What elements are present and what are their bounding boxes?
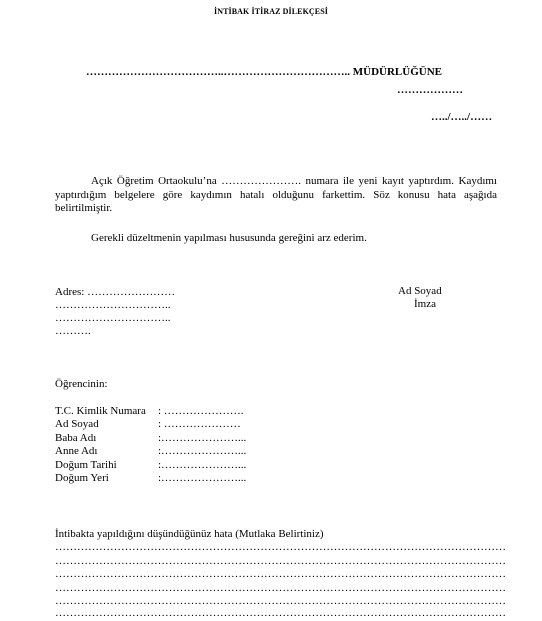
addressee-line: ………………………………..…………………………….. MÜDÜRLÜĞÜNE xyxy=(86,66,442,78)
document-title: İNTİBAK İTİRAZ DİLEKÇESİ xyxy=(214,7,328,16)
student-field-name xyxy=(55,418,241,430)
field-label: Anne Adı xyxy=(55,445,98,457)
field-value: :…………………... xyxy=(158,445,247,457)
field-label: Baba Adı xyxy=(55,432,97,444)
field-value: :…………………... xyxy=(158,459,247,471)
field-label: Ad Soyad xyxy=(55,418,99,430)
field-label: T.C. Kimlik Numara xyxy=(55,405,146,417)
address-label: Adres: …………………… xyxy=(55,286,176,298)
field-value: :…………………... xyxy=(158,432,247,444)
error-line: …………………………………………………………………………………………………………… xyxy=(55,555,506,567)
field-value: : ………………… xyxy=(158,418,241,430)
student-field-birthdate xyxy=(55,459,246,471)
field-label: Doğum Tarihi xyxy=(55,459,117,471)
signature-name: Ad Soyad xyxy=(398,285,442,297)
field-value: :…………………... xyxy=(158,472,247,484)
student-heading: Öğrencinin: xyxy=(55,378,108,390)
student-field-mother xyxy=(55,445,246,457)
addressee-sub-line: ……………… xyxy=(397,84,463,96)
address-line: ………. xyxy=(55,325,91,337)
student-field-father xyxy=(55,432,246,444)
error-line: …………………………………………………………………………………………………………… xyxy=(55,568,506,580)
field-label: Doğum Yeri xyxy=(55,472,109,484)
address-line: ………………………….. xyxy=(55,312,171,324)
error-line: …………………………………………………………………………………………………………… xyxy=(55,595,506,607)
error-line: …………………………………………………………………………………………………………… xyxy=(55,607,506,619)
body-paragraph-2: Gerekli düzeltmenin yapılması hususunda gereğini arz ederim. xyxy=(91,232,367,244)
error-line: …………………………………………………………………………………………………………… xyxy=(55,582,506,594)
date-field: …../…../…… xyxy=(431,111,493,123)
error-heading: İntibakta yapıldığını düşündüğünüz hata (Mutlaka Belirtiniz) xyxy=(55,528,324,540)
address-line: ………………………….. xyxy=(55,299,171,311)
student-field-birthplace xyxy=(55,472,246,484)
body-paragraph-1: Açık Öğretim Ortaokulu’na …………………. numara ile yeni kayıt yaptırdım. Kaydımı yaptırdığım belgelere göre kaydımın hatalı olduğunu farkettim. Söz konusu hata aşağıda belirtilmiştir. xyxy=(55,175,497,214)
signature-sign: İmza xyxy=(414,298,436,310)
error-line: …………………………………………………………………………………………………………… xyxy=(55,541,506,553)
field-value: : …………………. xyxy=(158,405,244,417)
student-field-tc xyxy=(55,405,244,417)
